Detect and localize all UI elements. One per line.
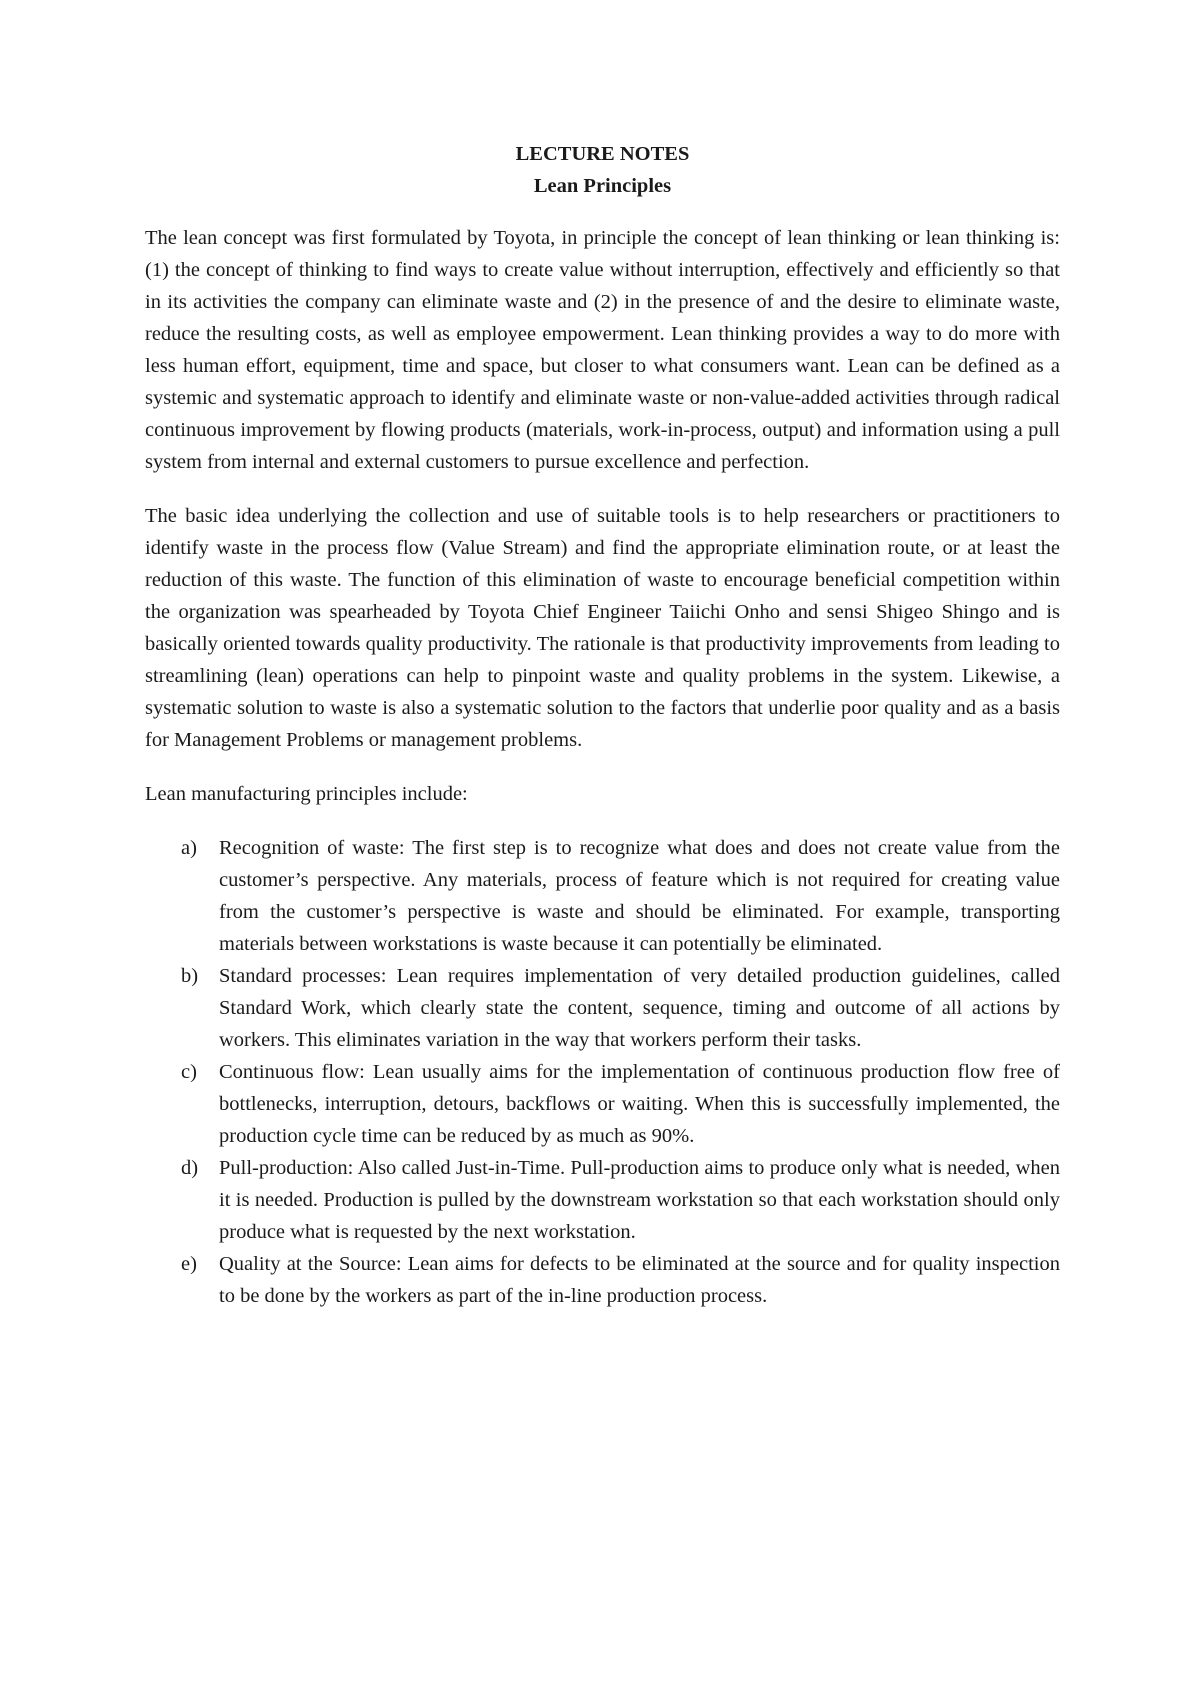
- list-item-text: Continuous flow: Lean usually aims for the implementation of continuous production flow free of bottlenecks, interruption, detours, backflows or waiting. When this is successfully implemented, the production cycle time can be reduced by as much as 90%.: [219, 1061, 1060, 1147]
- list-item: [145, 1152, 1060, 1248]
- principles-intro: Lean manufacturing principles include:: [145, 783, 468, 805]
- list-item-text: Recognition of waste: The first step is to recognize what does and does not create value from the customer’s perspective. Any materials, process of feature which is not required for creating value from the customer’s perspective is waste and should be eliminated. For example, transporting materials between workstations is waste because it can potentially be eliminated.: [219, 837, 1060, 955]
- list-marker: a): [181, 837, 197, 859]
- list-item: [145, 1056, 1060, 1152]
- list-item: [145, 960, 1060, 1056]
- list-item: [145, 1248, 1060, 1312]
- basic-idea-paragraph: The basic idea underlying the collection and use of suitable tools is to help researchers or practitioners to identify waste in the process flow (Value Stream) and find the appropriate elimination route, or at least the reduction of this waste. The function of this elimination of waste to encourage beneficial competition within the organization was spearheaded by Toyota Chief Engineer Taiichi Onho and sensi Shigeo Shingo and is basically oriented towards quality productivity. The rationale is that productivity improvements from leading to streamlining (lean) operations can help to pinpoint waste and quality problems in the system. Likewise, a systematic solution to waste is also a systematic solution to the factors that underlie poor quality and as a basis for Management Problems or management problems.: [145, 505, 1060, 751]
- list-item-text: Standard processes: Lean requires implementation of very detailed production guidelines, called Standard Work, which clearly state the content, sequence, timing and outcome of all actions by workers. This eliminates variation in the way that workers perform their tasks.: [219, 965, 1060, 1051]
- document-page: [145, 138, 1060, 1312]
- intro-paragraph: The lean concept was first formulated by Toyota, in principle the concept of lean thinking or lean thinking is: (1) the concept of thinking to find ways to create value without interruption, effectively and efficiently so that in its activities the company can eliminate waste and (2) in the presence of and the desire to eliminate waste, reduce the resulting costs, as well as employee empowerment. Lean thinking provides a way to do more with less human effort, equipment, time and space, but closer to what consumers want. Lean can be defined as a systemic and systematic approach to identify and eliminate waste or non-value-added activities through radical continuous improvement by flowing products (materials, work-in-process, output) and information using a pull system from internal and external customers to pursue excellence and perfection.: [145, 227, 1060, 473]
- list-marker: d): [181, 1157, 199, 1179]
- list-marker: b): [181, 965, 199, 987]
- list-item-text: Quality at the Source: Lean aims for defects to be eliminated at the source and for quality inspection to be done by the workers as part of the in-line production process.: [219, 1253, 1060, 1307]
- document-subheading: Lean Principles: [533, 175, 672, 197]
- principles-list: [145, 832, 1060, 1312]
- document-heading: LECTURE NOTES: [515, 143, 690, 165]
- list-item: [145, 832, 1060, 960]
- list-marker: e): [181, 1253, 197, 1275]
- list-item-text: Pull-production: Also called Just-in-Time. Pull-production aims to produce only what is needed, when it is needed. Production is pulled by the downstream workstation so that each workstation should only produce what is requested by the next workstation.: [219, 1157, 1060, 1243]
- list-marker: c): [181, 1061, 197, 1083]
